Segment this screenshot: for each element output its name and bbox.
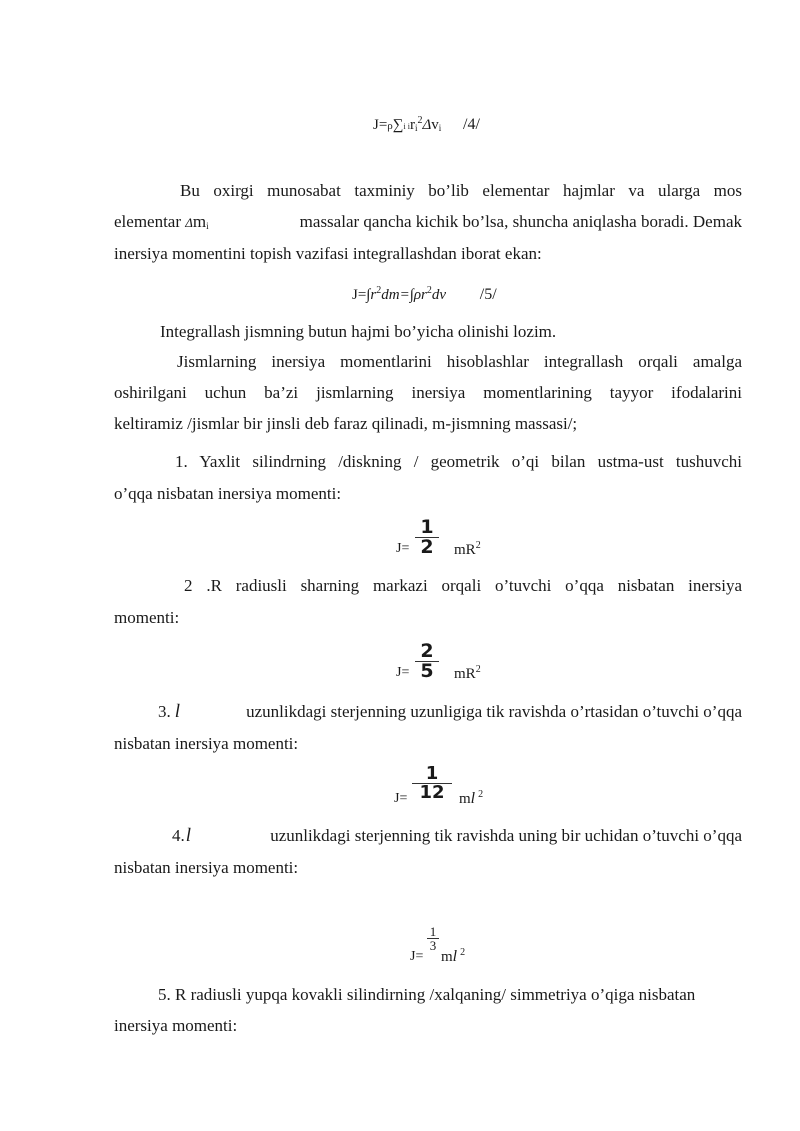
item1-line1: 1. Yaxlit silindrning /diskning / geometrik o’qi bilan ustma-ust tushuvchi [175,452,742,471]
equation-5: $J=\int r^2dm=\int\rho r^2dv$ /5/ [352,285,497,303]
item5-line2: inersiya momenti: [114,1016,238,1035]
item3-line1: 3. l uzunlikdagi sterjenning uzunligiga tik ravishda o’rtasidan o’tuvchi o’qqa [158,701,742,722]
item5-line1: 5. R radiusli yupqa kovakli silindirning /xalqaning/ simmetriya o’qiga nisbatan [158,985,696,1004]
para1-line3: inersiya momentini topish vazifasi integrallashdan iborat ekan: [114,244,542,263]
para1-line1: Bu oxirgi munosabat taxminiy bo’lib elementar hajmlar va ularga mos [180,181,742,200]
item1-line2: o’qqa nisbatan inersiya momenti: [114,484,342,503]
para2: Integrallash jismning butun hajmi bo’yicha olinishi lozim. [160,322,557,341]
para3-line3: keltiramiz /jismlar bir jinsli deb faraz qilinadi, m-jismning massasi/; [114,414,578,433]
item2-line2: momenti: [114,608,180,627]
item1-fraction: 1 2 [415,518,439,557]
item4-fraction: 1 3 [427,925,439,952]
document-page: J=ρ∑i iri$^2$Δvi /4/ Bu oxirgi munosabat taxminiy bo’lib elementar hajmlar va ularga mos elementar Δmi massalar qancha kichik bo’lsa, shuncha aniqlasha boradi. Demak inersiya momentini topish vazifasi integrallashdan iborat ekan: $J=\int r^2dm=\int\rho r^2dv$ /5/ Integrallash jismning butun hajmi bo’yicha olinishi lozim. Jismlarning inersiya momentlarini hisoblashlar integrallash orqali amalga oshirilgani uchun ba’zi jismlarning inersiya momentlarining tayyor ifodalarini keltiramiz /jismlar bir jinsli deb faraz qilinadi, m-jismning massasi/; 1. Yaxlit silindrning /diskning / geometrik o’qi bilan ustma-ust tushuvchi o’qqa nisbatan inersiya momenti: J= 1 2 $mR^2$ 2 .R radiusli sharning markazi orqali o’tuvchi o’qqa nisbatan inersiya momenti: J= 2 5 $mR^2$ 3. l uzunlikdagi sterjenning uzunligiga tik ravishda o’rtasidan o’tuvchi o’qqa nisbatan inersiya momenti: J= 1 12 ml $^2$ 4.l uzunlikdagi sterjenning tik ravishda uning bir uchidan o’tuvchi o’qqa nisbatan inersiya momenti: J= 1 3 ml $^2$ 5. R radiusli yupqa kovakli silindirning /xalqaning/ simmetriya o’qiga nisbatan inersiya momenti: [114,115,742,1035]
item2-fraction: 2 5 [415,642,439,681]
item2-line1: 2 .R radiusli sharning markazi orqali o’tuvchi o’qqa nisbatan inersiya [184,576,742,595]
item3-line2: nisbatan inersiya momenti: [114,734,299,753]
equation-5-number: /5/ [479,286,497,303]
para3-line2: oshirilgani uchun ba’zi jismlarning inersiya momentlarining tayyor ifodalarini [114,383,742,402]
equation-4: J=ρ∑i iri$^2$Δvi /4/ [373,115,480,133]
item3-fraction: 1 12 [412,765,452,802]
para1-line2: elementar Δmi massalar qancha kichik bo’lsa, shuncha aniqlasha boradi. Demak [114,212,742,231]
item4-line1: 4.l uzunlikdagi sterjenning tik ravishda uning bir uchidan o’tuvchi o’qqa [172,825,742,846]
para3-line1: Jismlarning inersiya momentlarini hisoblashlar integrallash orqali amalga [177,352,742,371]
equation-4-number: /4/ [463,116,480,133]
item4-line2: nisbatan inersiya momenti: [114,858,299,877]
